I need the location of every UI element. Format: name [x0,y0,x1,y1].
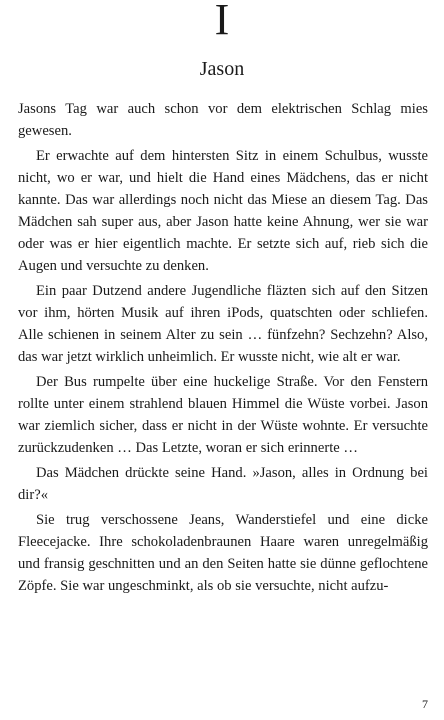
paragraph: Das Mädchen drückte seine Hand. »Jason, alles in Ordnung bei dir?« [18,465,428,503]
paragraph: Jasons Tag war auch schon vor dem elektrischen Schlag mies gewesen. [18,101,428,139]
chapter-body [18,98,428,600]
page-number: 7 [422,697,428,711]
chapter-number: I [214,0,230,44]
paragraph: Ein paar Dutzend andere Jugendliche fläzten sich auf den Sitzen vor ihm, hörten Musik auf ihren iPods, quatschten oder schliefen. Alle schienen in seinem Alter zu sein … fünfzehn? Sechzehn? Also, das war jetzt wirklich unheimlich. Er wusste nicht, wie alt er war. [18,283,428,365]
chapter-title: Jason [199,58,245,80]
paragraph: Der Bus rumpelte über eine huckelige Straße. Vor den Fenstern rollte unter einem strahlend blauen Himmel die Wüste vorbei. Jason war ziemlich sicher, dass er nicht in der Wüste wohnte. Er versuchte zurückzudenken … Das Letzte, woran er sich erinnerte … [18,374,428,456]
paragraph: Sie trug verschossene Jeans, Wanderstiefel und eine dicke Fleecejacke. Ihre schokoladenbraunen Haare waren unregelmäßig und fransig geschnitten und an den Seiten hatte sie dünne geflochtene Zöpfe. Sie war ungeschminkt, als ob sie versuchte, nicht aufzu- [18,512,428,594]
paragraph: Er erwachte auf dem hintersten Sitz in einem Schulbus, wusste nicht, wo er war, und hielt die Hand eines Mädchens, das er nicht kannte. Das war allerdings noch nicht das Miese an diesem Tag. Das Mädchen sah super aus, aber Jason hatte keine Ahnung, wer sie war oder was er hier eigentlich machte. Er setzte sich auf, rieb sich die Augen und versuchte zu denken. [18,148,428,274]
